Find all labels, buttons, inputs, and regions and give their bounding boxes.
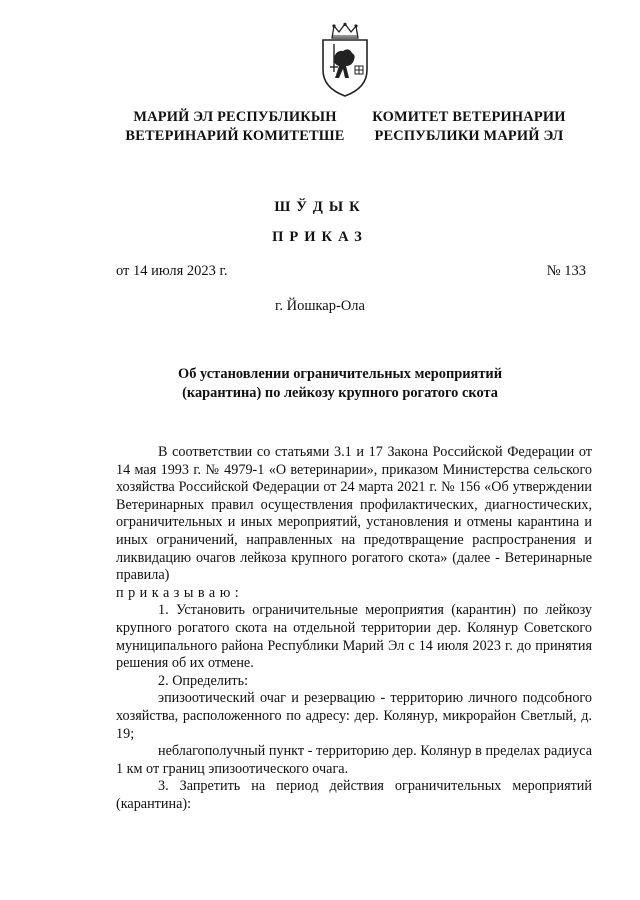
org-name-mari-line2: ВЕТЕРИНАРИЙ КОМИТЕТШЕ <box>125 128 345 144</box>
doc-type-russian: ПРИКАЗ <box>272 229 368 245</box>
document-title-line1: Об установлении ограничительных мероприятий <box>178 366 502 382</box>
org-name-mari-line1: МАРИЙ ЭЛ РЕСПУБЛИКЫН <box>133 109 337 125</box>
org-name-russian <box>362 108 576 146</box>
document-date: от 14 июля 2023 г. <box>116 263 228 279</box>
document-title-line2: (карантина) по лейкозу крупного рогатого скота <box>182 385 498 401</box>
paragraph-item-2-focus: эпизоотический очаг и резервацию - территорию личного подсобного хозяйства, расположенного по адресу: дер. Колянур, микрорайон Светлый, д. 19; <box>116 690 592 742</box>
doc-type-mari: ШЎДЫК <box>274 199 366 215</box>
paragraph-preamble: В соответствии со статьями 3.1 и 17 Закона Российской Федерации от 14 мая 1993 г. № 4979-1 «О ветеринарии», приказом Министерства сельского хозяйства Российской Федерации от 24 марта 2021 г. № 156 «Об утверждении Ветеринарных правил осуществления профилактических, диагностических, ограничительных и иных мероприятий, установления и отмены карантина и иных ограничений, направленных на предотвращение распространения и ликвидацию очагов лейкоза крупного рогатого скота» (далее - Ветеринарные правила) <box>116 444 592 584</box>
coat-of-arms-icon <box>318 22 372 98</box>
paragraph-item-3: 3. Запретить на период действия ограничительных мероприятий (карантина): <box>116 778 592 812</box>
document-body <box>116 444 592 813</box>
document-title <box>160 365 520 403</box>
org-name-mari <box>110 108 360 146</box>
document-number: № 133 <box>546 263 586 279</box>
paragraph-item-1: 1. Установить ограничительные мероприятия (карантин) по лейкозу крупного рогатого скота на отдельной территории дер. Колянур Советского муниципального района Республики Марий Эл с 14 июля 2023 г. до принятия решения об их отмене. <box>116 602 592 672</box>
paragraph-item-2: 2. Определить: <box>158 672 249 689</box>
org-name-russian-line1: КОМИТЕТ ВЕТЕРИНАРИИ <box>372 109 566 125</box>
org-name-russian-line2: РЕСПУБЛИКИ МАРИЙ ЭЛ <box>374 128 564 144</box>
document-city: г. Йошкар-Ола <box>275 298 365 314</box>
paragraph-item-2-area: неблагополучный пункт - территорию дер. Колянур в пределах радиуса 1 км от границ эпизоотического очага. <box>116 743 592 777</box>
paragraph-order-word: приказываю: <box>116 584 244 601</box>
